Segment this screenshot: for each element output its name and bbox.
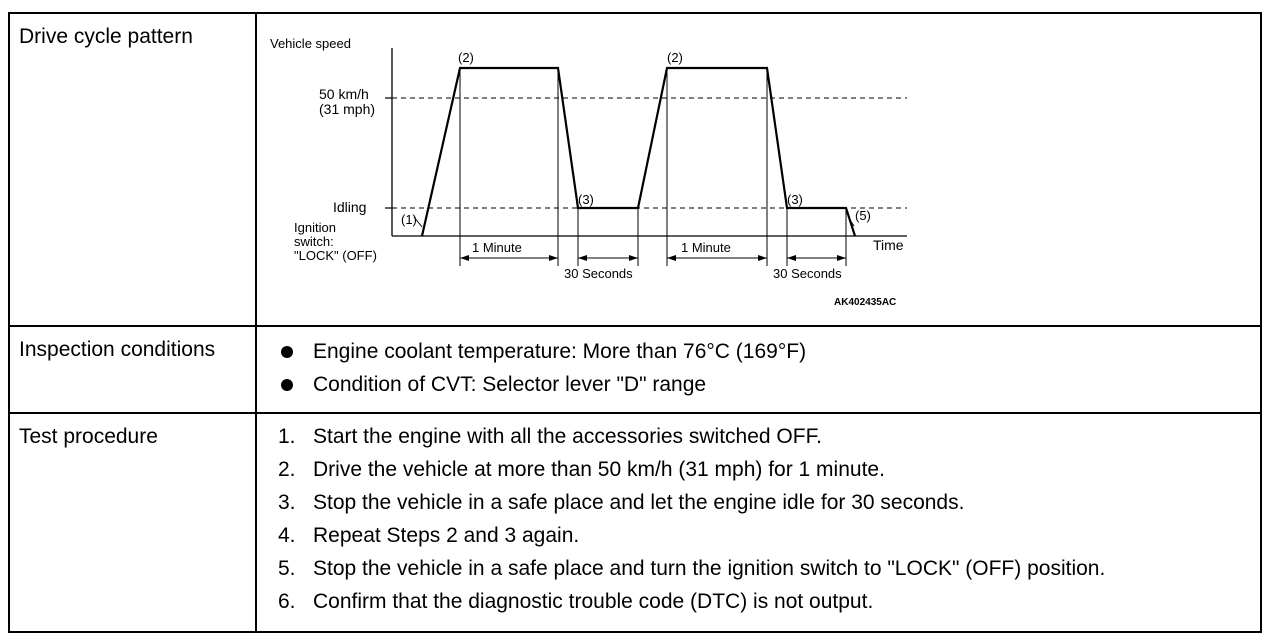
ignition-label-2: switch:: [294, 234, 334, 249]
figure-code: AK402435AC: [834, 297, 897, 308]
step-text: Drive the vehicle at more than 50 km/h (31 mph) for 1 minute.: [313, 458, 885, 481]
drive-cycle-diagram: [257, 14, 1260, 312]
step-text: Repeat Steps 2 and 3 again.: [313, 524, 580, 547]
step-number: 5.: [278, 557, 296, 580]
bullet-icon: [281, 346, 293, 358]
list-item: [257, 519, 1260, 552]
marker-3: (3): [787, 192, 803, 207]
marker-3: (3): [578, 192, 594, 207]
arrowhead: [578, 255, 587, 261]
test-procedure-label: Test procedure: [9, 413, 256, 632]
inspection-content: [256, 326, 1261, 413]
ignition-label-1: Ignition: [294, 220, 336, 235]
inspection-item-text: Condition of CVT: Selector lever "D" range: [313, 373, 707, 396]
row-inspection: [9, 326, 1261, 413]
arrowhead: [629, 255, 638, 261]
marker-1: (1): [401, 212, 417, 227]
inspection-item-text: Engine coolant temperature: More than 76°C (169°F): [313, 340, 807, 363]
step-number: 4.: [278, 524, 296, 547]
diagnostic-table: [8, 12, 1262, 633]
row-drive-cycle: [9, 13, 1261, 326]
drive-cycle-diagram-cell: [256, 13, 1261, 326]
list-item: [257, 335, 1260, 368]
idling-label: Idling: [333, 199, 367, 215]
marker-2: (2): [667, 50, 683, 65]
one-minute-label: 1 Minute: [472, 240, 522, 255]
arrowhead: [549, 255, 558, 261]
speed-label-mph: (31 mph): [319, 101, 376, 117]
marker-2: (2): [458, 50, 474, 65]
step-number: 1.: [278, 425, 296, 448]
step-number: 3.: [278, 491, 296, 514]
step-text: Start the engine with all the accessories switched OFF.: [313, 425, 822, 448]
step-number: 6.: [278, 590, 296, 613]
time-label: Time: [873, 237, 904, 253]
step-number: 2.: [278, 458, 296, 481]
list-item: [257, 552, 1260, 585]
thirty-seconds-label: 30 Seconds: [564, 266, 633, 281]
bullet-icon: [281, 379, 293, 391]
ignition-label-3: "LOCK" (OFF): [294, 248, 377, 263]
arrowhead: [460, 255, 469, 261]
inspection-label: Inspection conditions: [9, 326, 256, 413]
y-axis-label: Vehicle speed: [270, 36, 351, 51]
arrowhead: [837, 255, 846, 261]
thirty-seconds-label: 30 Seconds: [773, 266, 842, 281]
arrowhead: [667, 255, 676, 261]
test-steps: [257, 414, 1260, 618]
list-item: [257, 368, 1260, 401]
list-item: [257, 486, 1260, 519]
one-minute-label: 1 Minute: [681, 240, 731, 255]
test-procedure-content: [256, 413, 1261, 632]
speed-label-kmh: 50 km/h: [319, 86, 369, 102]
list-item: [257, 585, 1260, 618]
row-test-procedure: [9, 413, 1261, 632]
list-item: [257, 453, 1260, 486]
drive-cycle-label: Drive cycle pattern: [9, 13, 256, 326]
marker-5: (5): [855, 208, 871, 223]
step-text: Confirm that the diagnostic trouble code (DTC) is not output.: [313, 590, 874, 613]
arrowhead: [758, 255, 767, 261]
list-item: [257, 420, 1260, 453]
step-text: Stop the vehicle in a safe place and turn the ignition switch to "LOCK" (OFF) position.: [313, 557, 1106, 580]
inspection-list: [257, 327, 1260, 401]
step-text: Stop the vehicle in a safe place and let the engine idle for 30 seconds.: [313, 491, 965, 514]
arrowhead: [787, 255, 796, 261]
